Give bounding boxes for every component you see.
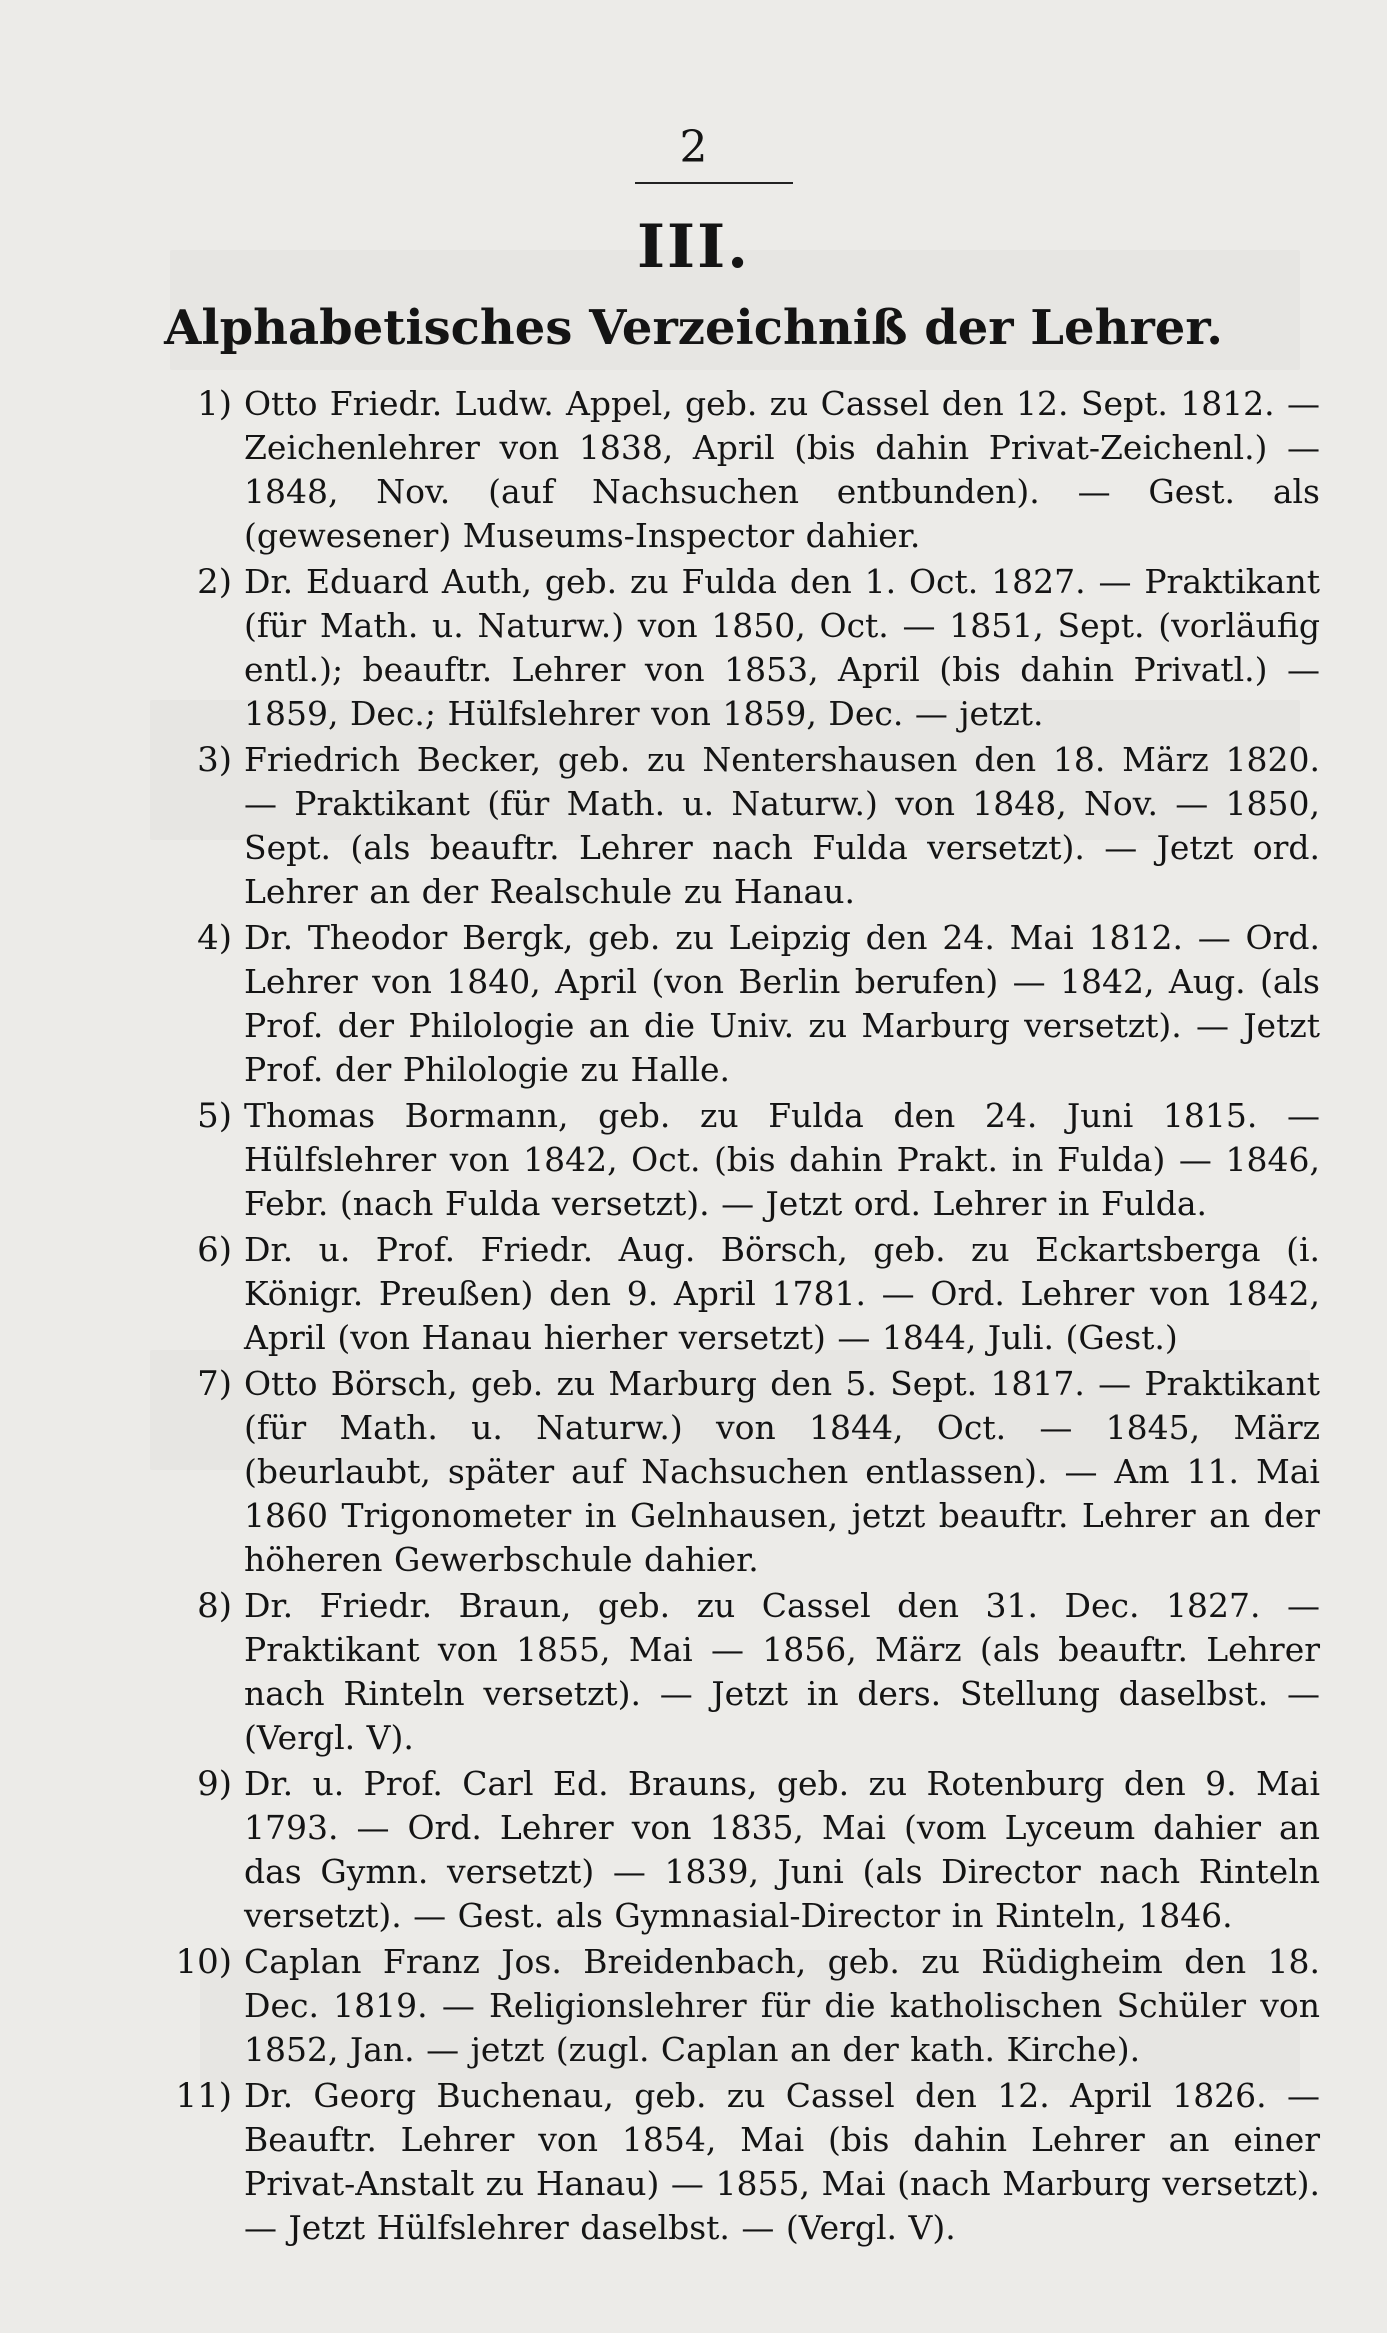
- entry-number: 7): [197, 1364, 232, 1404]
- entry-text: Dr. Georg Buchenau, geb. zu Cassel den 12. April 1826. — Beauftr. Lehrer von 1854, Mai (bis dahin Lehrer an einer Privat-Anstalt zu Hanau) — 1855, Mai (nach Marburg versetzt). — Jetzt Hülfslehrer daselbst. — (Vergl. V).: [244, 2076, 1320, 2247]
- list-item: [140, 1362, 1320, 1582]
- list-item: [140, 916, 1320, 1092]
- entry-text: Otto Friedr. Ludw. Appel, geb. zu Cassel den 12. Sept. 1812. — Zeichenlehrer von 1838, April (bis dahin Privat-Zeichenl.) — 1848, Nov. (auf Nachsuchen entbunden). — Gest. als (gewesener) Museums-Inspector dahier.: [244, 384, 1320, 555]
- entry-text: Dr. Friedr. Braun, geb. zu Cassel den 31. Dec. 1827. — Praktikant von 1855, Mai — 1856, März (als beauftr. Lehrer nach Rinteln versetzt). — Jetzt in ders. Stellung daselbst. — (Vergl. V).: [244, 1586, 1320, 1757]
- entry-number: 5): [197, 1096, 232, 1136]
- list-item: [140, 382, 1320, 558]
- teacher-list: [140, 382, 1320, 2252]
- entry-number: 2): [197, 562, 232, 602]
- list-item: [140, 738, 1320, 914]
- section-numeral: III.: [636, 212, 751, 282]
- list-item: [140, 1228, 1320, 1360]
- page-number: 2: [679, 122, 708, 173]
- list-item: [140, 560, 1320, 736]
- entry-text: Dr. u. Prof. Friedr. Aug. Börsch, geb. zu Eckartsberga (i. Königr. Preußen) den 9. April 1781. — Ord. Lehrer von 1842, April (von Hanau hierher versetzt) — 1844, Juli. (Gest.): [244, 1230, 1320, 1357]
- entry-number: 10): [175, 1942, 232, 1982]
- entry-text: Otto Börsch, geb. zu Marburg den 5. Sept. 1817. — Praktikant (für Math. u. Naturw.) von 1844, Oct. — 1845, März (beurlaubt, später auf Nachsuchen entlassen). — Am 11. Mai 1860 Trigonometer in Gelnhausen, jetzt beauftr. Lehrer an der höheren Gewerbschule dahier.: [244, 1364, 1320, 1579]
- entry-number: 8): [197, 1586, 232, 1626]
- list-item: [140, 1584, 1320, 1760]
- entry-number: 1): [197, 384, 232, 424]
- section-title: Alphabetisches Verzeichniß der Lehrer.: [164, 300, 1223, 356]
- header-rule: [635, 182, 793, 184]
- entry-text: Thomas Bormann, geb. zu Fulda den 24. Juni 1815. — Hülfslehrer von 1842, Oct. (bis dahin Prakt. in Fulda) — 1846, Febr. (nach Fulda versetzt). — Jetzt ord. Lehrer in Fulda.: [244, 1096, 1320, 1223]
- entry-text: Dr. Theodor Bergk, geb. zu Leipzig den 24. Mai 1812. — Ord. Lehrer von 1840, April (von Berlin berufen) — 1842, Aug. (als Prof. der Philologie an die Univ. zu Marburg versetzt). — Jetzt Prof. der Philologie zu Halle.: [244, 918, 1320, 1089]
- list-item: [140, 2074, 1320, 2250]
- entry-number: 4): [197, 918, 232, 958]
- list-item: [140, 1762, 1320, 1938]
- entry-text: Dr. Eduard Auth, geb. zu Fulda den 1. Oct. 1827. — Praktikant (für Math. u. Naturw.) von 1850, Oct. — 1851, Sept. (vorläufig entl.); beauftr. Lehrer von 1853, April (bis dahin Privatl.) — 1859, Dec.; Hülfslehrer von 1859, Dec. — jetzt.: [244, 562, 1320, 733]
- list-item: [140, 1094, 1320, 1226]
- entry-number: 6): [197, 1230, 232, 1270]
- entry-text: Caplan Franz Jos. Breidenbach, geb. zu Rüdigheim den 18. Dec. 1819. — Religionslehrer für die katholischen Schüler von 1852, Jan. — jetzt (zugl. Caplan an der kath. Kirche).: [244, 1942, 1320, 2069]
- entry-number: 9): [197, 1764, 232, 1804]
- list-item: [140, 1940, 1320, 2072]
- entry-text: Dr. u. Prof. Carl Ed. Brauns, geb. zu Rotenburg den 9. Mai 1793. — Ord. Lehrer von 1835, Mai (vom Lyceum dahier an das Gymn. versetzt) — 1839, Juni (als Director nach Rinteln versetzt). — Gest. als Gymnasial-Director in Rinteln, 1846.: [244, 1764, 1320, 1935]
- entry-number: 11): [175, 2076, 232, 2116]
- entry-number: 3): [197, 740, 232, 780]
- entry-text: Friedrich Becker, geb. zu Nentershausen den 18. März 1820. — Praktikant (für Math. u. Naturw.) von 1848, Nov. — 1850, Sept. (als beauftr. Lehrer nach Fulda versetzt). — Jetzt ord. Lehrer an der Realschule zu Hanau.: [244, 740, 1320, 911]
